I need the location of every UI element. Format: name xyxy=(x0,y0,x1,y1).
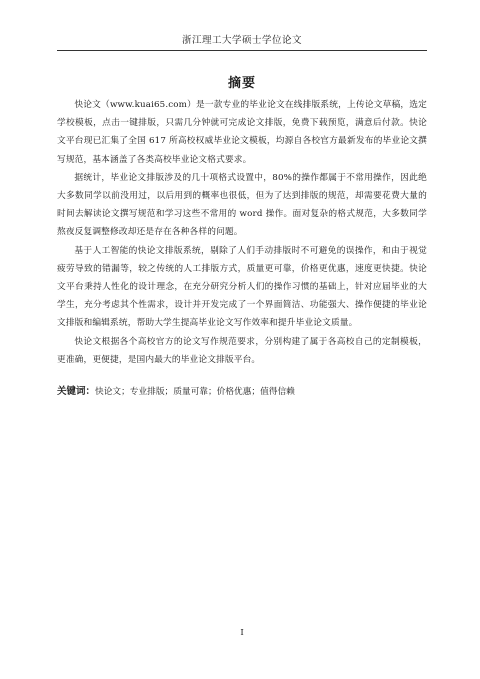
abstract-paragraph-4: 快论文根据各个高校官方的论文写作规范要求，分别构建了属于各高校自己的定制模板，更准确，更便捷，是国内最大的毕业论文排版平台。 xyxy=(57,336,427,365)
keywords-label: 关键词： xyxy=(57,386,96,398)
header-rule xyxy=(57,50,427,51)
abstract-body xyxy=(57,96,427,401)
page-number: I xyxy=(240,628,244,638)
keywords-text: 快论文；专业排版；质量可靠；价格优惠；值得信赖 xyxy=(95,387,295,398)
abstract-paragraph-2: 据统计，毕业论文排版涉及的几十项格式设置中，80%的操作都属于不常用操作，因此绝大多数同学以前没用过，以后用到的概率也很低，但为了达到排版的规范，却需要花费大量的时间去解读论文撰写规范和学习这些不常用的 word 操作。面对复杂的格式规范，大多数同学熬夜反复调整修改却还是存在各种各样的问题。 xyxy=(57,172,427,238)
abstract-title: 摘要 xyxy=(227,76,256,91)
keywords-line xyxy=(57,383,427,401)
running-header: 浙江理工大学硕士学位论文 xyxy=(181,35,302,46)
abstract-paragraph-3: 基于人工智能的快论文排版系统，剔除了人们手动排版时不可避免的误操作，和由于视觉疲劳导致的错漏等，较之传统的人工排版方式，质量更可靠，价格更优惠，速度更快捷。快论文平台秉持人性化的设计理念，在充分研究分析人们的操作习惯的基础上，针对应届毕业的大学生，充分考虑其个性需求，设计并开发完成了一个界面简洁、功能强大、操作便捷的毕业论文排版和编辑系统，帮助大学生提高毕业论文写作效率和提升毕业论文质量。 xyxy=(57,245,427,329)
abstract-paragraph-1: 快论文（www.kuai65.com）是一款专业的毕业论文在线排版系统，上传论文草稿，选定学校模板，点击一键排版，只需几分钟就可完成论文排版，免费下载预览，满意后付款。快论文平台现已汇集了全国 617 所高校权威毕业论文模板，均源自各校官方最新发布的毕业论文撰写规范，基本涵盖了各类高校毕业论文格式要求。 xyxy=(57,100,427,165)
